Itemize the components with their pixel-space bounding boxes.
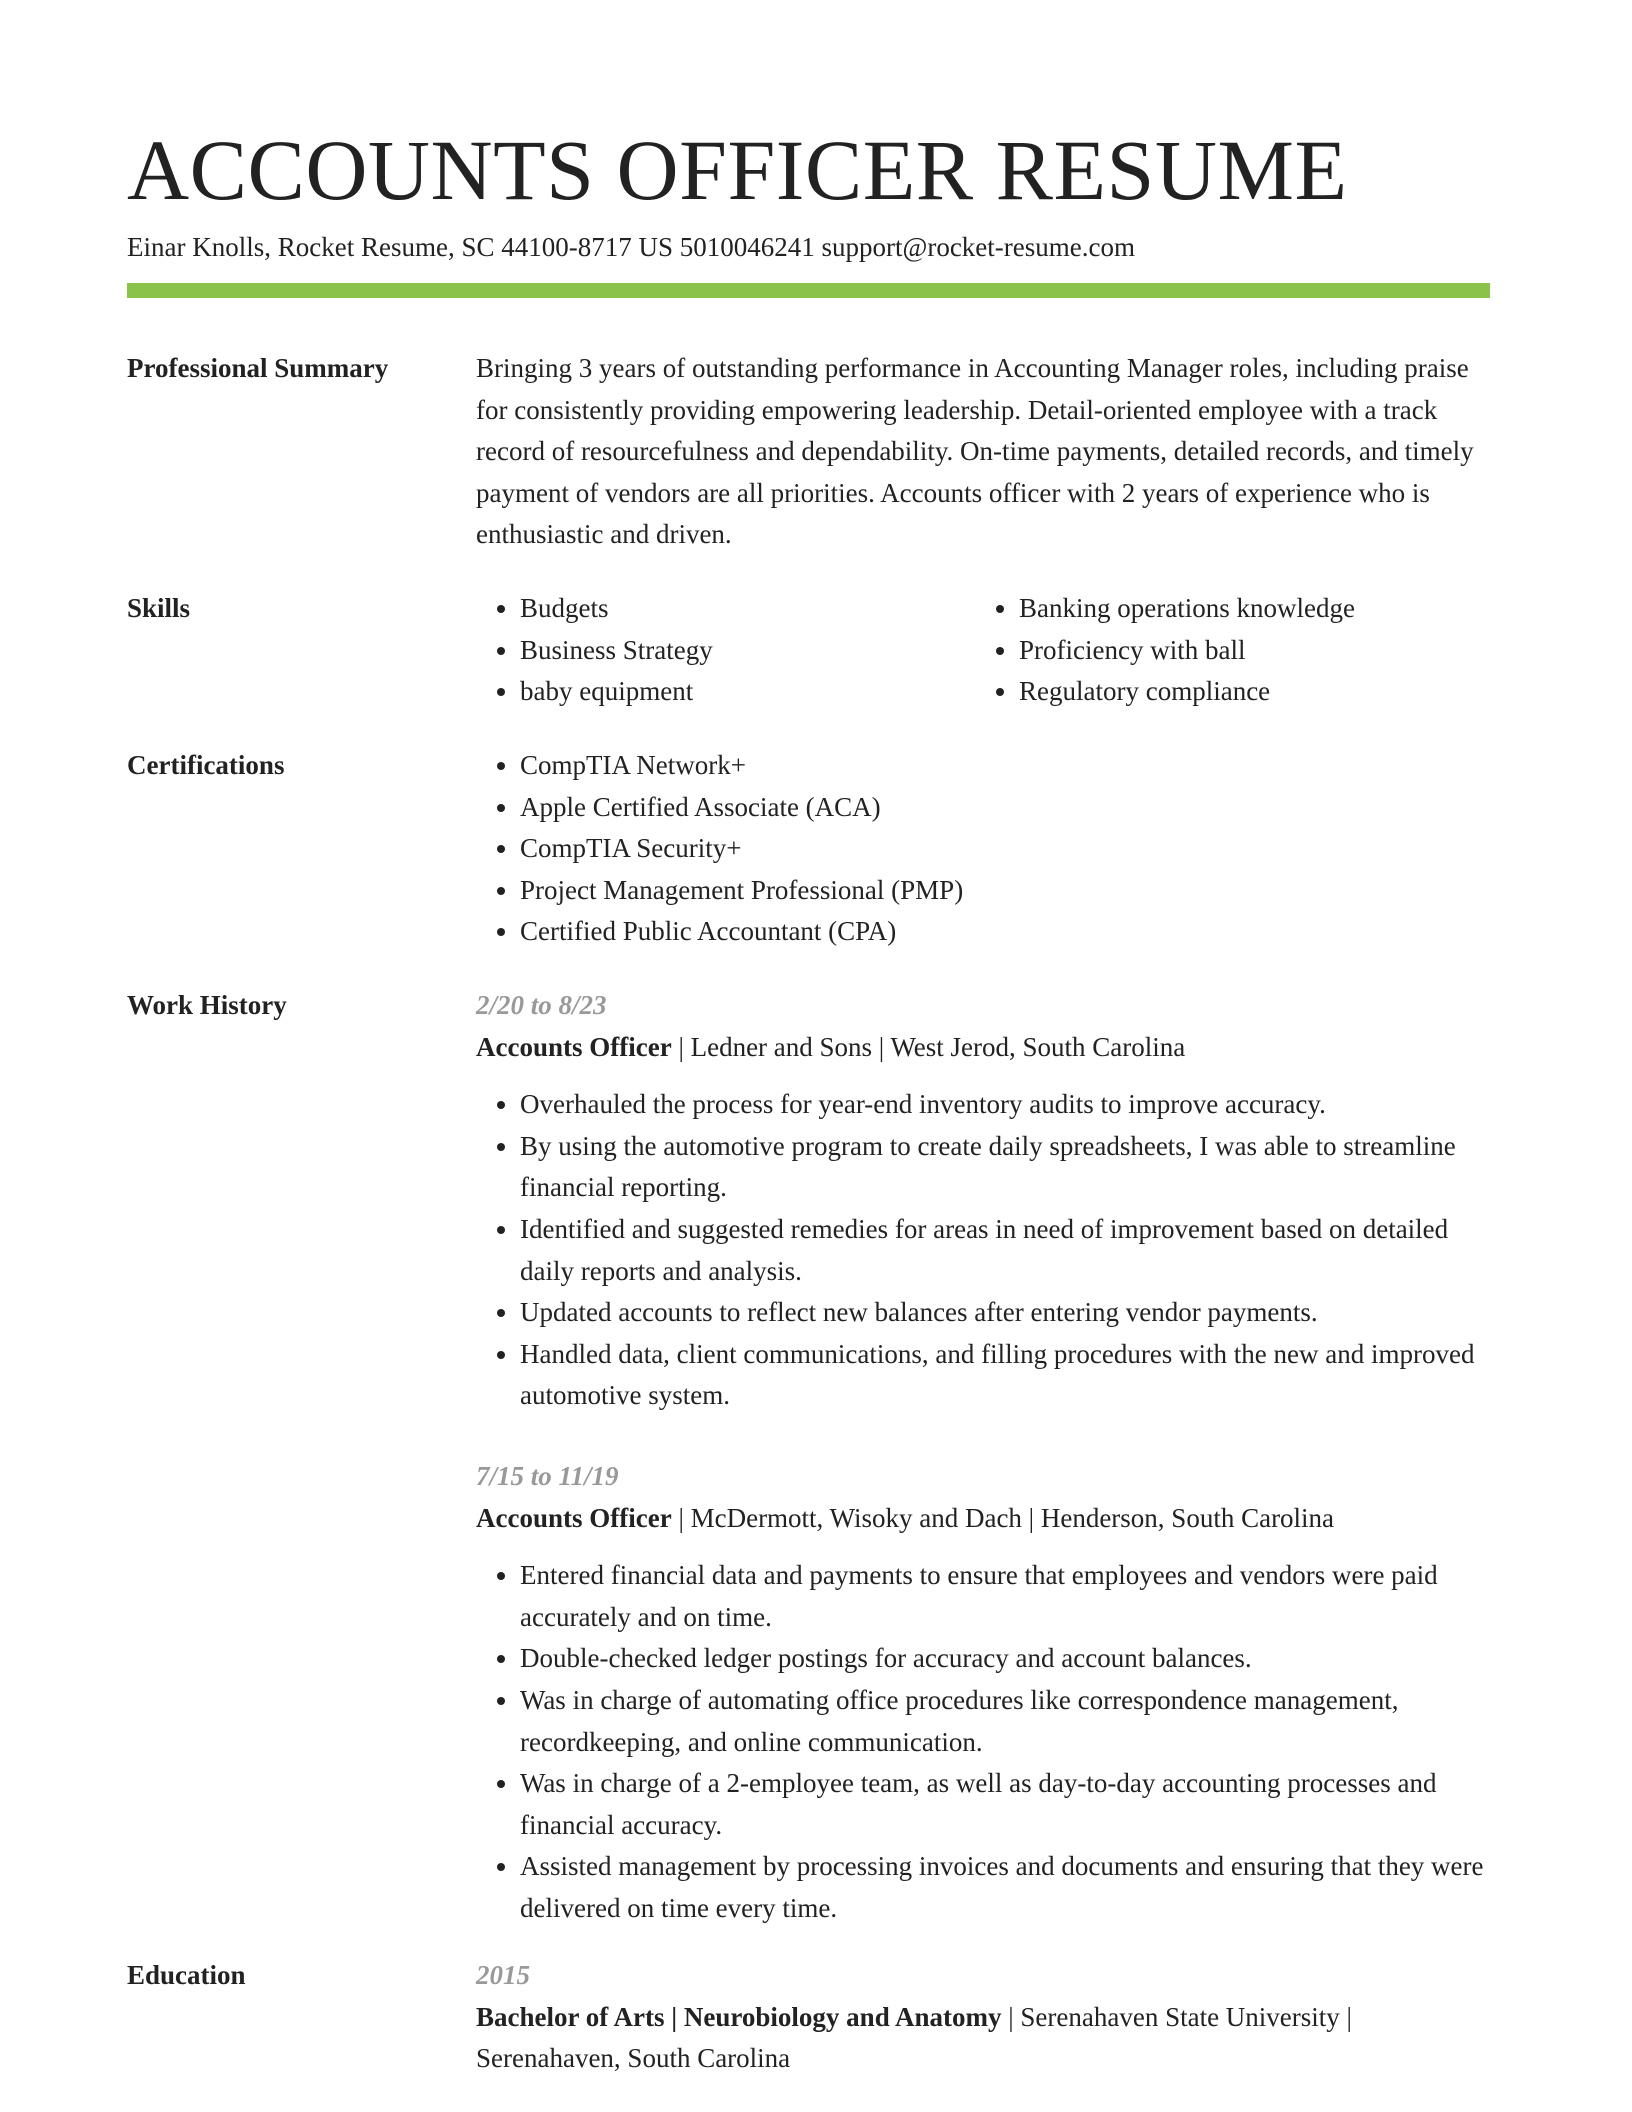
job-bullet: • Entered financial data and payments to ensure that employees and vendors were paid accurately and on time. <box>520 1555 1490 1638</box>
skill-item: • Budgets <box>520 588 975 630</box>
job-dates: 7/15 to 11/19 <box>476 1460 619 1491</box>
job-heading <box>476 1498 1490 1540</box>
job-title: Accounts Officer <box>476 1031 672 1062</box>
resume-title: ACCOUNTS OFFICER RESUME <box>127 122 1348 218</box>
job-bullet: • Identified and suggested remedies for areas in need of improvement based on detailed daily reports and analysis. <box>520 1209 1490 1292</box>
skill-item: • Business Strategy <box>520 630 975 672</box>
job-dates: 2/20 to 8/23 <box>476 990 607 1020</box>
education-heading <box>476 1997 1490 2080</box>
job-bullet: • Updated accounts to reflect new balances after entering vendor payments. <box>520 1292 1490 1334</box>
certification-item: • CompTIA Network+ <box>520 745 1490 787</box>
certification-item: • Project Management Professional (PMP) <box>520 870 1490 912</box>
skills-list-right <box>975 588 1474 713</box>
degree-title: Bachelor of Arts | Neurobiology and Anatomy <box>476 2001 1002 2032</box>
skills-label: Skills <box>127 593 191 623</box>
certification-item: • Certified Public Accountant (CPA) <box>520 911 1490 953</box>
skill-item: • baby equipment <box>520 671 975 713</box>
summary-text: Bringing 3 years of outstanding performance in Accounting Manager roles, including praise for consistently providing empowering leadership. Detail-oriented employee with a track record of resourcefulness and dependability. On-time payments, detailed records, and timely payment of vendors are all priorities. Accounts officer with 2 years of experience who is enthusiastic and driven. <box>476 353 1474 550</box>
job-bullet: • Overhauled the process for year-end inventory audits to improve accuracy. <box>520 1084 1490 1126</box>
job-bullet: • Was in charge of a 2-employee team, as well as day-to-day accounting processes and financial accuracy. <box>520 1763 1490 1846</box>
job-bullets <box>476 1084 1490 1417</box>
header-divider <box>127 283 1490 298</box>
job-bullet: • Handled data, client communications, and filling procedures with the new and improved automotive system. <box>520 1334 1490 1417</box>
certification-item: • CompTIA Security+ <box>520 828 1490 870</box>
contact-line: Einar Knolls, Rocket Resume, SC 44100-8717 US 5010046241 support@rocket-resume.com <box>127 232 1135 262</box>
job-bullet: • Was in charge of automating office procedures like correspondence management, recordkeeping, and online communication. <box>520 1680 1490 1763</box>
skill-item: • Proficiency with ball <box>1019 630 1474 672</box>
job-heading <box>476 1027 1490 1069</box>
education-date: 2015 <box>476 1960 530 1990</box>
education-details: | Serenahaven State University | Serenahaven, South Carolina <box>476 2001 1352 2074</box>
skill-item: • Regulatory compliance <box>1019 671 1474 713</box>
job-entry <box>476 1456 1490 1930</box>
education-label: Education <box>127 1960 246 1990</box>
certifications-label: Certifications <box>127 750 285 780</box>
job-bullet: • Assisted management by processing invoices and documents and ensuring that they were delivered on time every time. <box>520 1846 1490 1929</box>
work-history-label: Work History <box>127 990 287 1020</box>
job-bullet: • By using the automotive program to create daily spreadsheets, I was able to streamline financial reporting. <box>520 1126 1490 1209</box>
job-bullets <box>476 1555 1490 1929</box>
certification-item: • Apple Certified Associate (ACA) <box>520 787 1490 829</box>
job-bullet: • Double-checked ledger postings for accuracy and account balances. <box>520 1638 1490 1680</box>
certifications-list <box>476 745 1490 953</box>
summary-label: Professional Summary <box>127 353 389 383</box>
job-entry <box>476 985 1490 1417</box>
job-details: | Ledner and Sons | West Jerod, South Carolina <box>671 1031 1186 1062</box>
job-title: Accounts Officer <box>476 1502 672 1533</box>
job-details: | McDermott, Wisoky and Dach | Henderson, South Carolina <box>671 1502 1335 1533</box>
skill-item: • Banking operations knowledge <box>1019 588 1474 630</box>
skills-list-left <box>476 588 975 713</box>
